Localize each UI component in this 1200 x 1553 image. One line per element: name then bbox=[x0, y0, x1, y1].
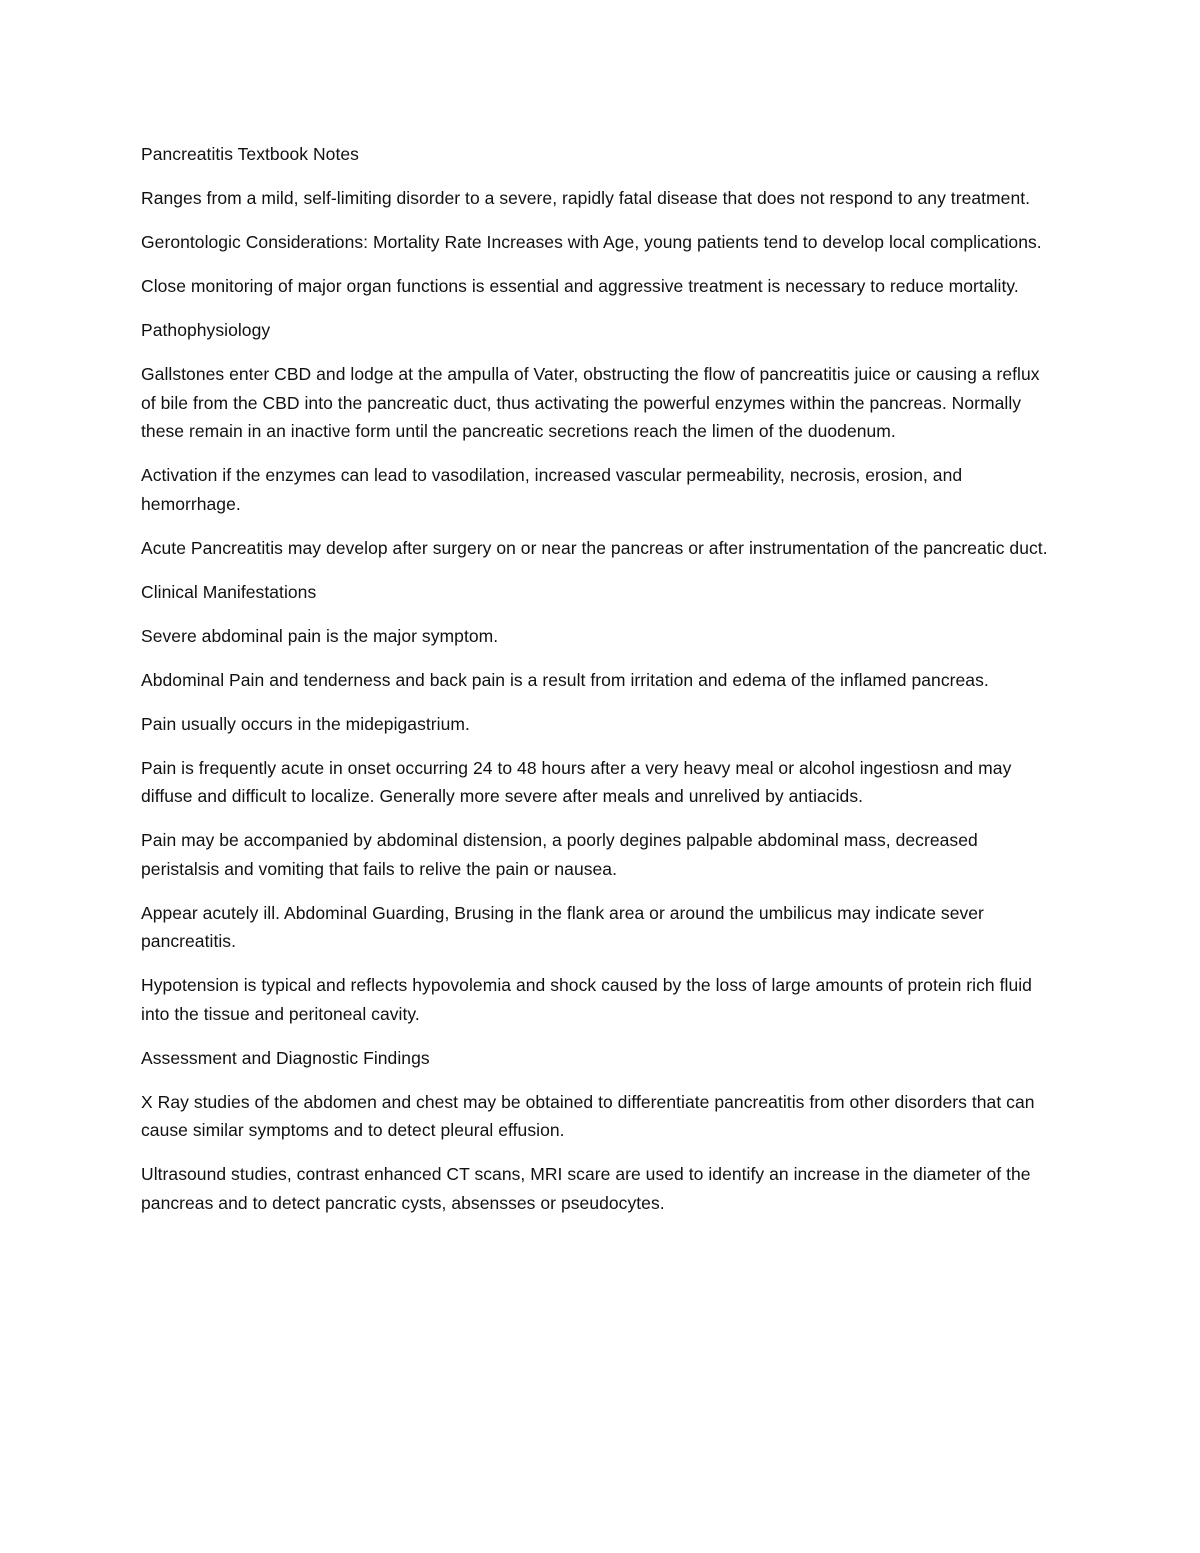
document-title: Pancreatitis Textbook Notes bbox=[141, 144, 359, 164]
paragraph-tenderness: Abdominal Pain and tenderness and back pain is a result from irritation and edema of the inflamed pancreas. bbox=[141, 669, 989, 690]
paragraph-onset: Pain is frequently acute in onset occurring 24 to 48 hours after a very heavy meal or alcohol ingestiosn and may diffuse and difficult to localize. Generally more severe after meals and unrelived by antiacids. bbox=[141, 757, 1012, 806]
paragraph-monitoring: Close monitoring of major organ functions is essential and aggressive treatment is necessary to reduce mortality. bbox=[141, 276, 1019, 296]
paragraph-acute: Acute Pancreatitis may develop after surgery on or near the pancreas or after instrumentation of the pancreatic duct. bbox=[141, 537, 1048, 558]
paragraph-acutely-ill: Appear acutely ill. Abdominal Guarding, Brusing in the flank area or around the umbilicus may indicate sever pancreatitis. bbox=[141, 902, 984, 951]
heading-clinical: Clinical Manifestations bbox=[141, 581, 317, 602]
paragraph-gerontologic: Gerontologic Considerations: Mortality Rate Increases with Age, young patients tend to develop local complications. bbox=[141, 232, 1042, 252]
heading-assessment: Assessment and Diagnostic Findings bbox=[141, 1047, 430, 1068]
paragraph-distension: Pain may be accompanied by abdominal distension, a poorly degines palpable abdominal mass, decreased peristalsis and vomiting that fails to relive the pain or nausea. bbox=[141, 830, 978, 879]
paragraph-activation: Activation if the enzymes can lead to vasodilation, increased vascular permeability, necrosis, erosion, and hemorrhage. bbox=[141, 465, 963, 514]
heading-pathophysiology: Pathophysiology bbox=[141, 320, 271, 340]
document-body bbox=[141, 140, 1059, 1233]
paragraph-intro: Ranges from a mild, self-limiting disorder to a severe, rapidly fatal disease that does not respond to any treatment. bbox=[141, 188, 1031, 208]
paragraph-midepigastrium: Pain usually occurs in the midepigastrium. bbox=[141, 713, 470, 734]
paragraph-severe-pain: Severe abdominal pain is the major symptom. bbox=[141, 625, 499, 646]
paragraph-xray: X Ray studies of the abdomen and chest may be obtained to differentiate pancreatitis from other disorders that can cause similar symptoms and to detect pleural effusion. bbox=[141, 1091, 1035, 1140]
paragraph-ultrasound: Ultrasound studies, contrast enhanced CT scans, MRI scare are used to identify an increase in the diameter of the pancreas and to detect pancratic cysts, absensses or pseudocytes. bbox=[141, 1164, 1031, 1213]
paragraph-hypotension: Hypotension is typical and reflects hypovolemia and shock caused by the loss of large amounts of protein rich fluid into the tissue and peritoneal cavity. bbox=[141, 975, 1032, 1024]
paragraph-gallstones: Gallstones enter CBD and lodge at the ampulla of Vater, obstructing the flow of pancreatitis juice or causing a reflux of bile from the CBD into the pancreatic duct, thus activating the powerful enzymes within the pancreas. Normally these remain in an inactive form until the pancreatic secretions reach the limen of the duodenum. bbox=[141, 364, 1040, 441]
